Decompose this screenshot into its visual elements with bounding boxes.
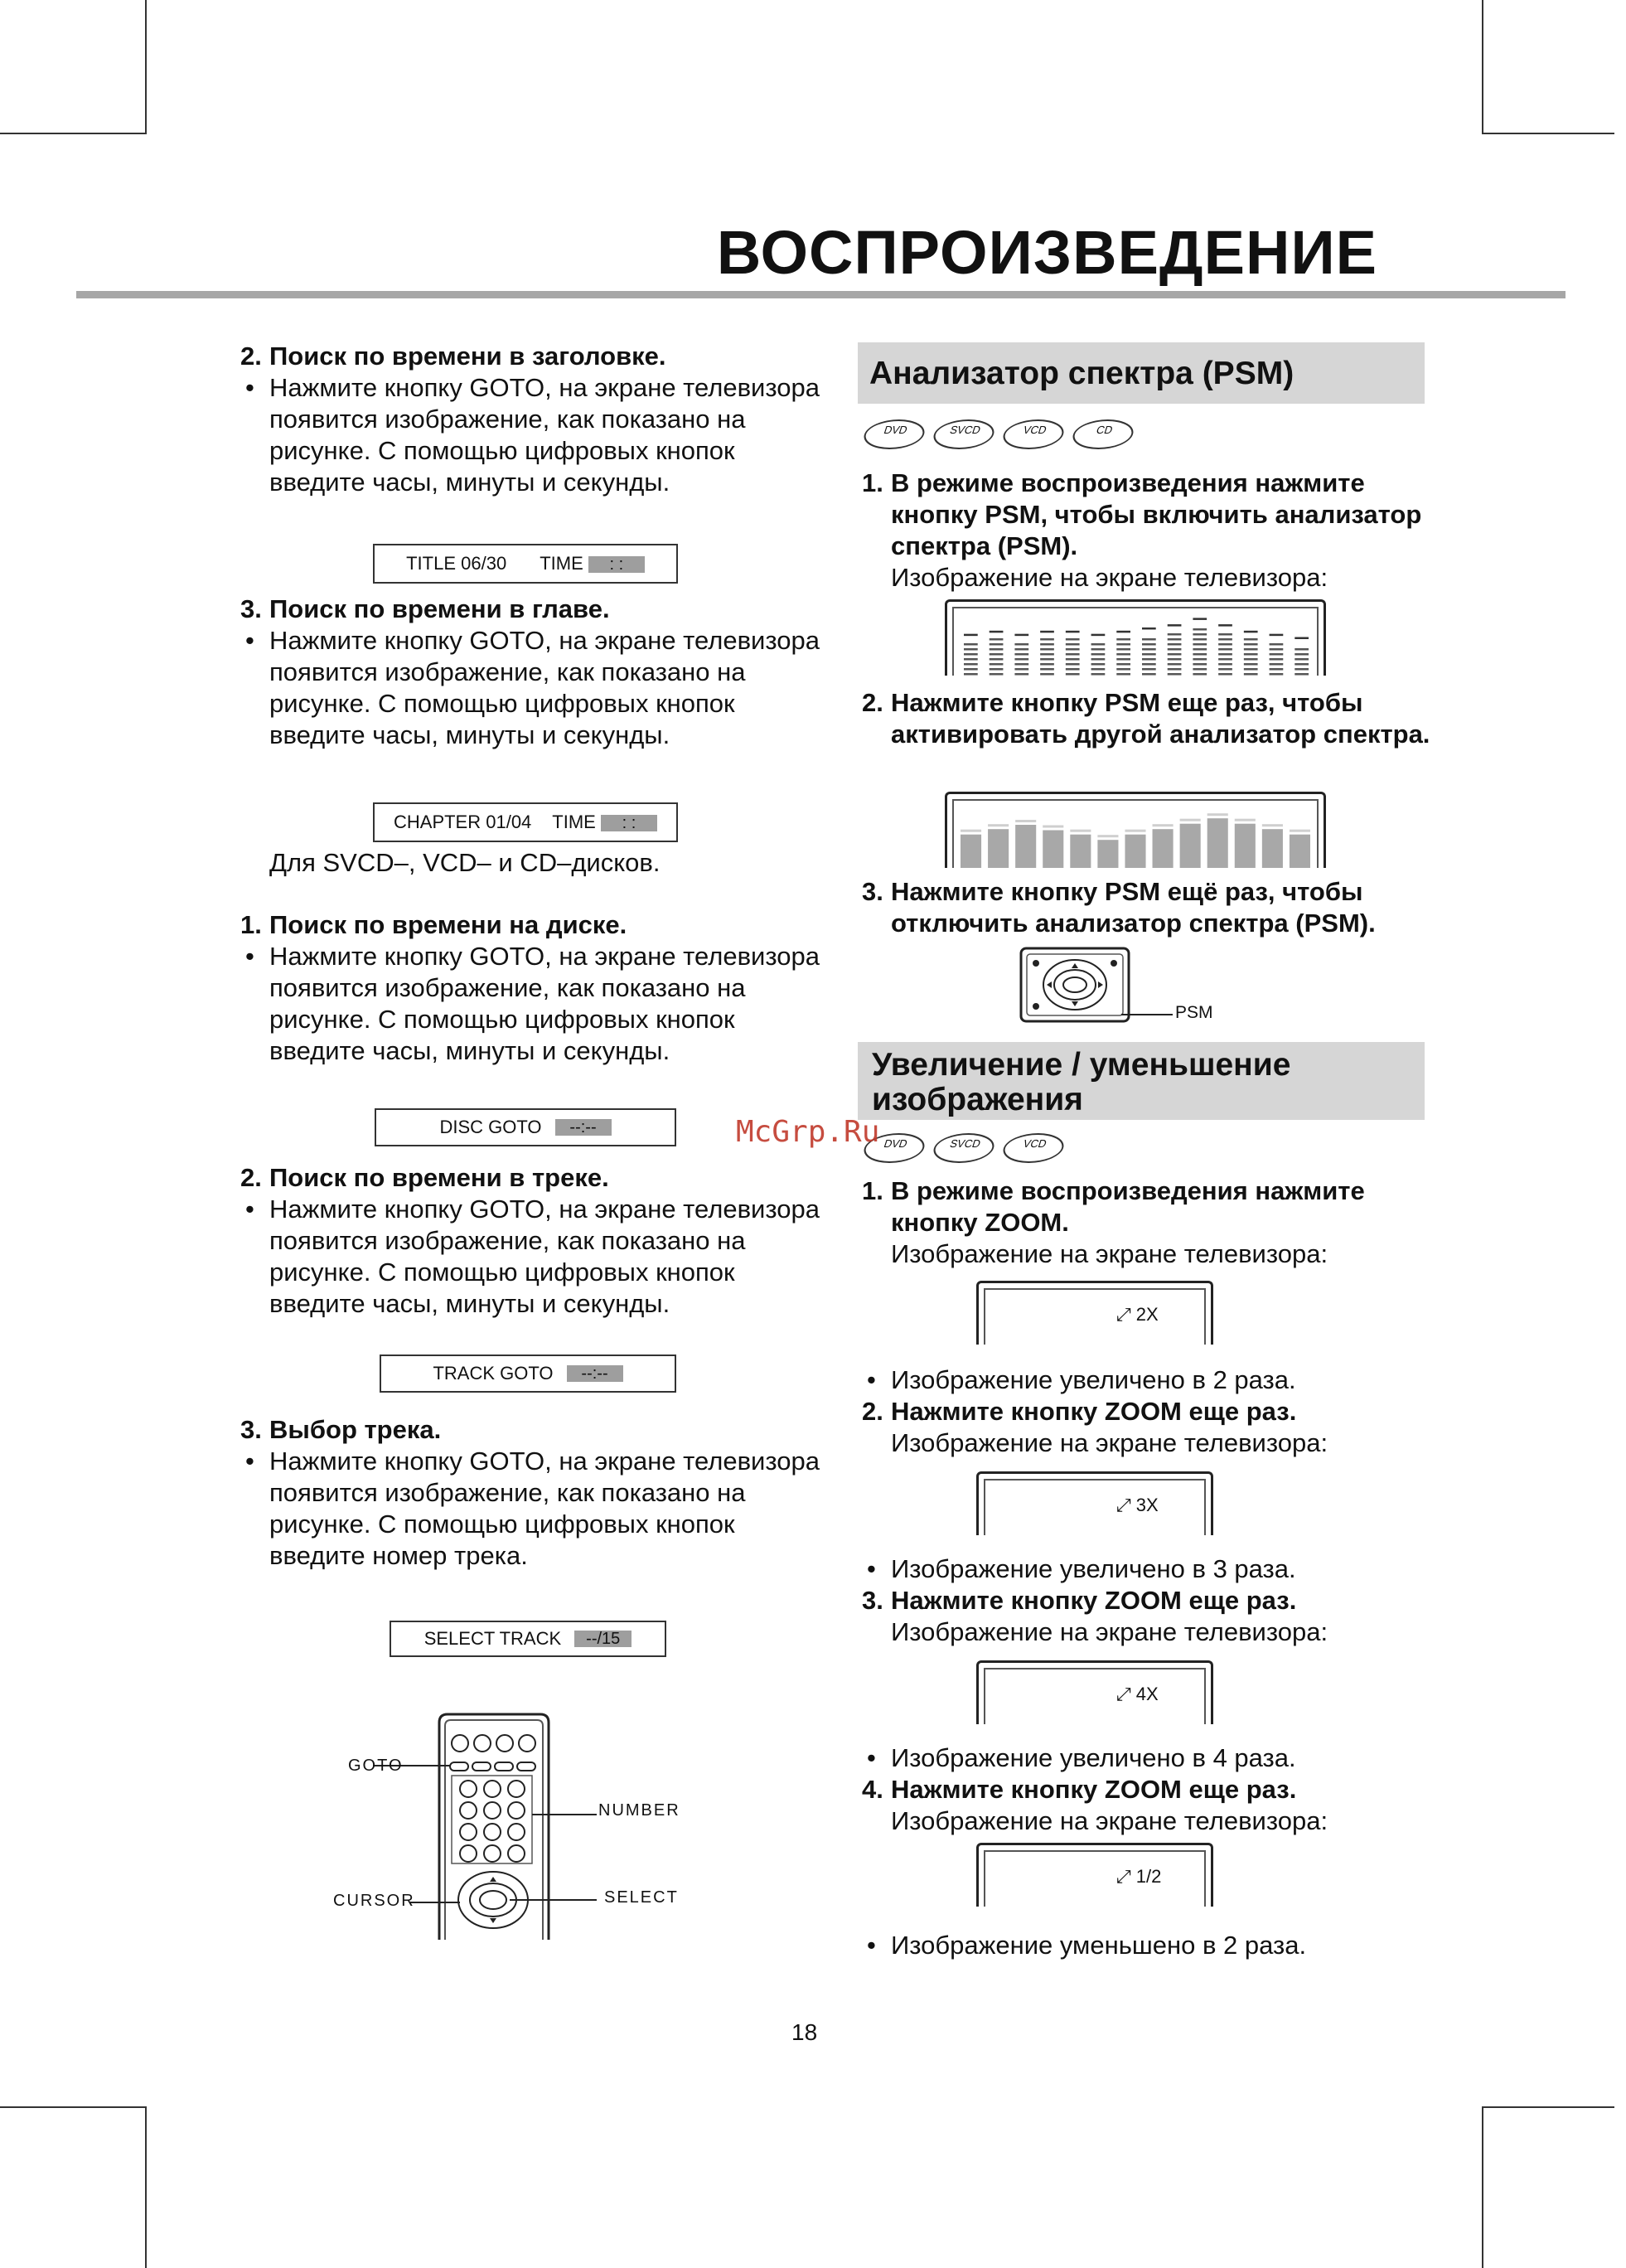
osd-label: SELECT TRACK (423, 1628, 562, 1649)
zoom-bullet-3 (862, 1742, 1434, 1837)
zoom-result: • Изображение увеличено в 2 раза. (862, 1364, 1434, 1396)
step-number: 1. (240, 910, 262, 939)
disc-cd-icon: CD (1068, 419, 1138, 449)
step-text: • Нажмите кнопку GOTO, на экране телевизора появится изображение, как показано на рисунке. С помощью цифровых кнопок введите часы, минуты и секунды. (240, 625, 820, 751)
magnify-icon: ⤢ (1116, 1304, 1131, 1325)
step-heading: Нажмите кнопку PSM еще раз, чтобы активировать другой анализатор спектра. (891, 688, 1430, 749)
title-rule (76, 291, 1566, 298)
step-number: 3. (862, 1586, 883, 1615)
step-heading: Поиск по времени в треке. (269, 1163, 609, 1192)
osd-time-label: TIME (540, 553, 583, 574)
crop-mark (0, 2106, 147, 2108)
spectrum-peak (1070, 830, 1091, 832)
psm-spectrum-1 (957, 612, 1314, 676)
disc-svcd-icon: SVCD (929, 1133, 999, 1163)
osd-chapter-time (373, 802, 678, 842)
osd-label: DISC GOTO (439, 1117, 542, 1137)
osd-field: --:-- (567, 1365, 623, 1382)
spectrum-bar (964, 634, 978, 676)
zoom-level: 1/2 (1135, 1866, 1162, 1887)
disc-vcd-icon: VCD (999, 419, 1068, 449)
step-heading: Поиск по времени в главе. (269, 594, 610, 623)
step-heading: Нажмите кнопку ZOOM еще раз. (891, 1397, 1297, 1426)
zoom-2x-indicator (1116, 1304, 1159, 1325)
magnify-icon: ⤢ (1116, 1684, 1131, 1704)
watermark: McGrp.Ru (736, 1115, 880, 1149)
spectrum-bar (1040, 631, 1054, 676)
spectrum-peak (961, 830, 981, 832)
osd-field: --/15 (574, 1631, 632, 1647)
psm-remote-icon (1018, 945, 1142, 1025)
osd-label: TRACK GOTO (433, 1363, 554, 1384)
spectrum-bar (1153, 829, 1174, 868)
spectrum-bar (1142, 628, 1156, 676)
spectrum-peak (1207, 813, 1228, 816)
psm-spectrum-2 (957, 804, 1314, 868)
left-section-2 (240, 594, 820, 751)
psm-button-label: PSM (1175, 1003, 1213, 1022)
magnify-icon: ⤢ (1116, 1495, 1131, 1515)
osd-track-goto (380, 1354, 676, 1393)
number-label: NUMBER (598, 1801, 680, 1820)
zoom-4x-indicator (1116, 1684, 1159, 1705)
spectrum-bar (1116, 631, 1130, 676)
crop-mark (0, 133, 147, 134)
goto-label: GOTO (348, 1757, 404, 1775)
step-heading: Нажмите кнопку PSM ещё раз, чтобы отключить анализатор спектра (PSM). (891, 877, 1376, 938)
left-section-4 (240, 1162, 820, 1320)
zoom-screen-4x (976, 1660, 1213, 1724)
zoom-screen-2x (976, 1281, 1213, 1345)
spectrum-bar (1207, 818, 1228, 868)
cursor-label: CURSOR (333, 1892, 415, 1910)
spectrum-bar (1043, 831, 1063, 869)
spectrum-peak (1235, 819, 1256, 821)
spectrum-bar (1125, 835, 1145, 868)
crop-mark (1482, 2106, 1614, 2108)
left-section-3 (240, 909, 820, 1067)
osd-field: : : (601, 815, 657, 831)
step-number: 2. (862, 688, 883, 717)
zoom-3x-indicator (1116, 1495, 1159, 1516)
zoom-result: • Изображение увеличено в 4 раза. (862, 1742, 1434, 1774)
step-subtext: Изображение на экране телевизора: (891, 1617, 1328, 1646)
step-heading: Выбор трека. (269, 1415, 442, 1444)
spectrum-peak (1125, 830, 1145, 832)
spectrum-bar (1193, 618, 1207, 675)
spectrum-bar (1097, 840, 1118, 868)
psm-step-1 (862, 468, 1434, 594)
osd-title-time (373, 544, 678, 584)
zoom-bullet-2 (862, 1553, 1434, 1648)
spectrum-bar (1180, 824, 1201, 868)
crop-mark (1482, 133, 1614, 134)
left-section-5 (240, 1414, 820, 1572)
osd-disc-goto (375, 1108, 676, 1146)
left-section-1 (240, 341, 820, 498)
zoom-title-line-2: изображения (872, 1082, 1083, 1117)
crop-mark (1482, 0, 1483, 134)
spectrum-peak (1097, 835, 1118, 837)
zoom-result: • Изображение уменьшено в 2 раза. (862, 1930, 1434, 1961)
zoom-bullet-1 (862, 1364, 1434, 1459)
step-text: • Нажмите кнопку GOTO, на экране телевизора появится изображение, как показано на рисунке. С помощью цифровых кнопок введите номер трека. (240, 1446, 820, 1572)
step-number: 2. (862, 1397, 883, 1426)
spectrum-bar (1014, 634, 1028, 676)
step-heading: В режиме воспроизведения нажмите кнопку ZOOM. (891, 1176, 1365, 1237)
zoom-bullet-4 (862, 1930, 1434, 1961)
spectrum-bar (1070, 835, 1091, 868)
spectrum-peak (1180, 819, 1201, 821)
spectrum-peak (988, 824, 1009, 826)
spectrum-bar (961, 835, 981, 868)
zoom-level: 2X (1135, 1304, 1159, 1325)
spectrum-bar (1244, 631, 1258, 676)
zoom-result: • Изображение увеличено в 3 раза. (862, 1553, 1434, 1585)
page-number: 18 (791, 2019, 818, 2045)
spectrum-bar (1091, 634, 1106, 676)
spectrum-bar (1290, 835, 1310, 868)
spectrum-bar (1270, 634, 1284, 676)
spectrum-peak (1290, 830, 1310, 832)
page-title: ВОСПРОИЗВЕДЕНИЕ (716, 218, 1377, 287)
step-subtext: Изображение на экране телевизора: (891, 1428, 1328, 1457)
step-heading: Поиск по времени в заголовке. (269, 342, 666, 371)
crop-mark (145, 0, 147, 134)
step-subtext: Изображение на экране телевизора: (891, 1239, 1328, 1268)
step-number: 4. (862, 1775, 883, 1804)
spectrum-peak (1015, 820, 1036, 822)
spectrum-bar (1218, 624, 1232, 675)
spectrum-bar (1295, 637, 1309, 676)
psm-section-title: Анализатор спектра (PSM) (869, 356, 1295, 391)
osd-label: CHAPTER 01/04 (394, 812, 532, 832)
step-number: 3. (240, 594, 262, 623)
disc-dvd-icon: DVD (859, 1133, 929, 1163)
step-number: 1. (862, 468, 883, 497)
osd-field: : : (588, 556, 645, 573)
zoom-screen-half (976, 1843, 1213, 1907)
disc-dvd-icon: DVD (859, 419, 929, 449)
spectrum-peak (1262, 824, 1283, 826)
zoom-step-1 (862, 1175, 1434, 1270)
step-text: • Нажмите кнопку GOTO, на экране телевизора появится изображение, как показано на рисунке. С помощью цифровых кнопок введите часы, минуты и секунды. (240, 372, 820, 498)
osd-select-track (390, 1621, 666, 1657)
osd-time-label: TIME (552, 812, 596, 832)
zoom-screen-3x (976, 1471, 1213, 1535)
step-heading: Поиск по времени на диске. (269, 910, 627, 939)
disc-vcd-icon: VCD (999, 1133, 1068, 1163)
osd-field: --:-- (555, 1119, 612, 1136)
step-number: 3. (862, 877, 883, 906)
spectrum-peak (1153, 824, 1174, 826)
psm-leader-line (1121, 1014, 1173, 1015)
disc-svcd-icon: SVCD (929, 419, 999, 449)
step-number: 1. (862, 1176, 883, 1205)
zoom-title-line-1: Увеличение / уменьшение (872, 1047, 1291, 1083)
spectrum-bar (1015, 825, 1036, 868)
psm-step-2 (862, 687, 1434, 750)
spectrum-bar (990, 631, 1004, 676)
step-heading: Нажмите кнопку ZOOM еще раз. (891, 1775, 1297, 1804)
zoom-level: 3X (1135, 1495, 1159, 1515)
spectrum-bar (1168, 624, 1182, 675)
crop-mark (145, 2106, 147, 2268)
step-number: 2. (240, 342, 262, 371)
spectrum-peak (1043, 826, 1063, 828)
note-text: Для SVCD–, VCD– и CD–дисков. (269, 848, 661, 877)
select-label: SELECT (604, 1888, 679, 1907)
step-number: 2. (240, 1163, 262, 1192)
step-text: • Нажмите кнопку GOTO, на экране телевизора появится изображение, как показано на рисунке. С помощью цифровых кнопок введите часы, минуты и секунды. (240, 941, 820, 1067)
zoom-half-indicator (1116, 1866, 1161, 1888)
step-subtext: Изображение на экране телевизора: (891, 1806, 1328, 1835)
magnify-icon: ⤢ (1116, 1866, 1131, 1887)
step-subtext: Изображение на экране телевизора: (891, 563, 1328, 592)
zoom-section-title (872, 1048, 1290, 1117)
spectrum-bar (1235, 824, 1256, 868)
spectrum-bar (988, 829, 1009, 868)
step-heading: Нажмите кнопку ZOOM еще раз. (891, 1586, 1297, 1615)
step-number: 3. (240, 1415, 262, 1444)
crop-mark (1482, 2106, 1483, 2268)
spectrum-bar (1066, 631, 1080, 676)
osd-label: TITLE 06/30 (406, 553, 507, 574)
zoom-level: 4X (1135, 1684, 1159, 1704)
step-text: • Нажмите кнопку GOTO, на экране телевизора появится изображение, как показано на рисунке. С помощью цифровых кнопок введите часы, минуты и секунды. (240, 1194, 820, 1320)
step-heading: В режиме воспроизведения нажмите кнопку PSM, чтобы включить анализатор спектра (PSM). (891, 468, 1422, 560)
spectrum-bar (1262, 829, 1283, 868)
psm-step-3 (862, 876, 1434, 939)
